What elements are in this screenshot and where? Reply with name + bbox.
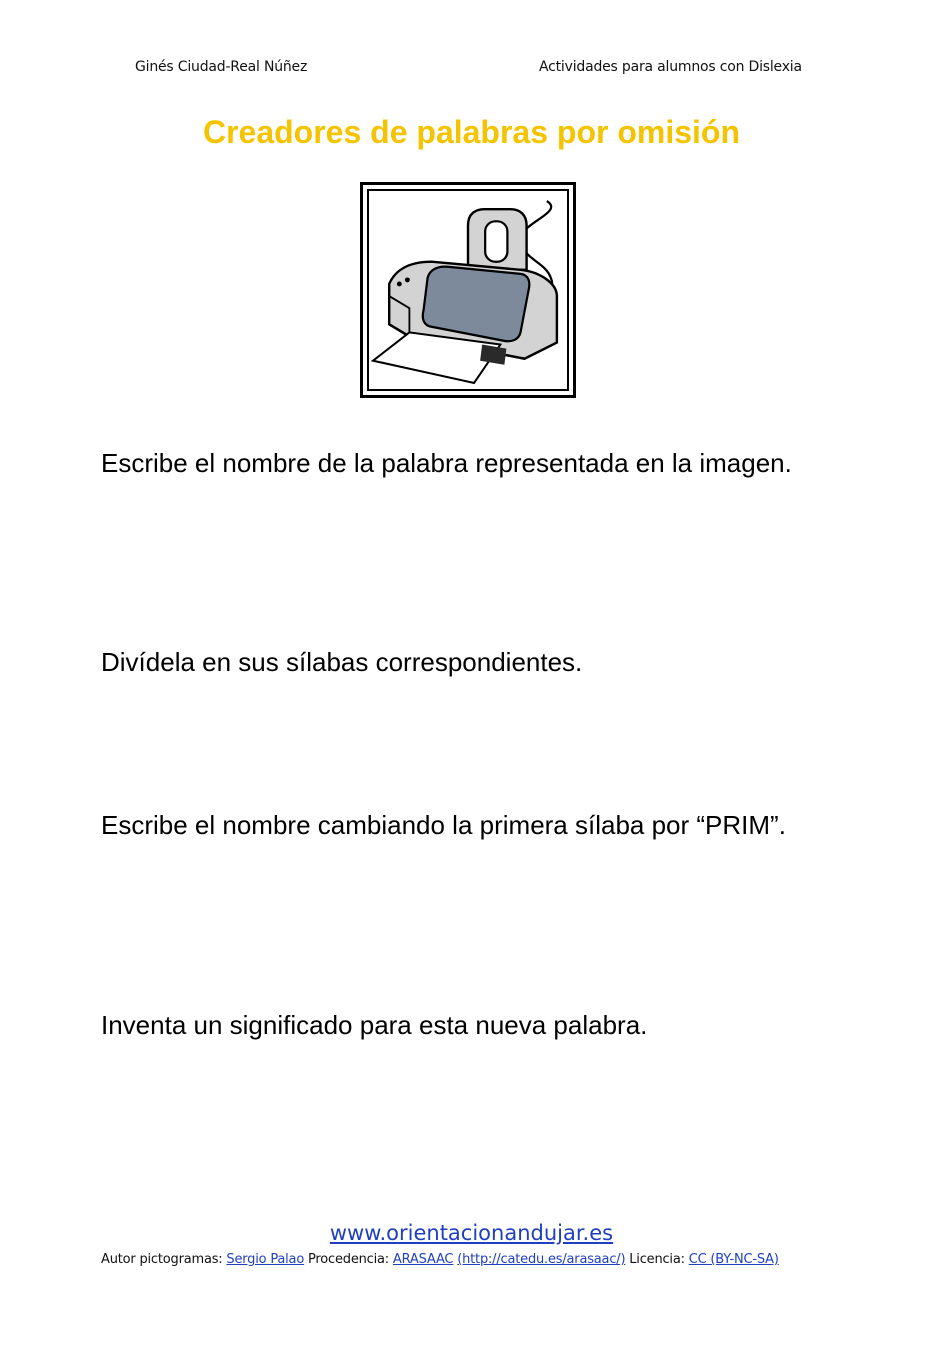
instruction-split-syllables: Divídela en sus sílabas correspondientes. xyxy=(101,647,583,677)
credits-author-link[interactable]: Sergio Palao xyxy=(226,1252,305,1267)
credits-source-link[interactable]: ARASAAC xyxy=(392,1252,454,1267)
credits-source-label: Procedencia: xyxy=(308,1252,389,1267)
website-link[interactable]: www.orientacionandujar.es xyxy=(329,1221,614,1245)
printer-icon xyxy=(369,191,567,389)
credits-license-label: Licencia: xyxy=(629,1252,685,1267)
instruction-invent-meaning: Inventa un significado para esta nueva palabra. xyxy=(101,1010,648,1040)
page-title: Creadores de palabras por omisión xyxy=(202,114,741,150)
header-author: Ginés Ciudad-Real Núñez xyxy=(135,59,308,75)
pictogram-frame xyxy=(360,182,576,398)
credits-line xyxy=(101,1252,779,1267)
instruction-write-word: Escribe el nombre de la palabra representada en la imagen. xyxy=(101,448,792,478)
credits-license-link[interactable]: CC (BY-NC-SA) xyxy=(688,1252,779,1267)
instruction-change-syllable: Escribe el nombre cambiando la primera sílaba por “PRIM”. xyxy=(101,810,786,840)
header-subject: Actividades para alumnos con Dislexia xyxy=(539,59,802,75)
credits-author-label: Autor pictogramas: xyxy=(101,1252,223,1267)
credits-source-url-link[interactable]: (http://catedu.es/arasaac/) xyxy=(457,1252,626,1267)
